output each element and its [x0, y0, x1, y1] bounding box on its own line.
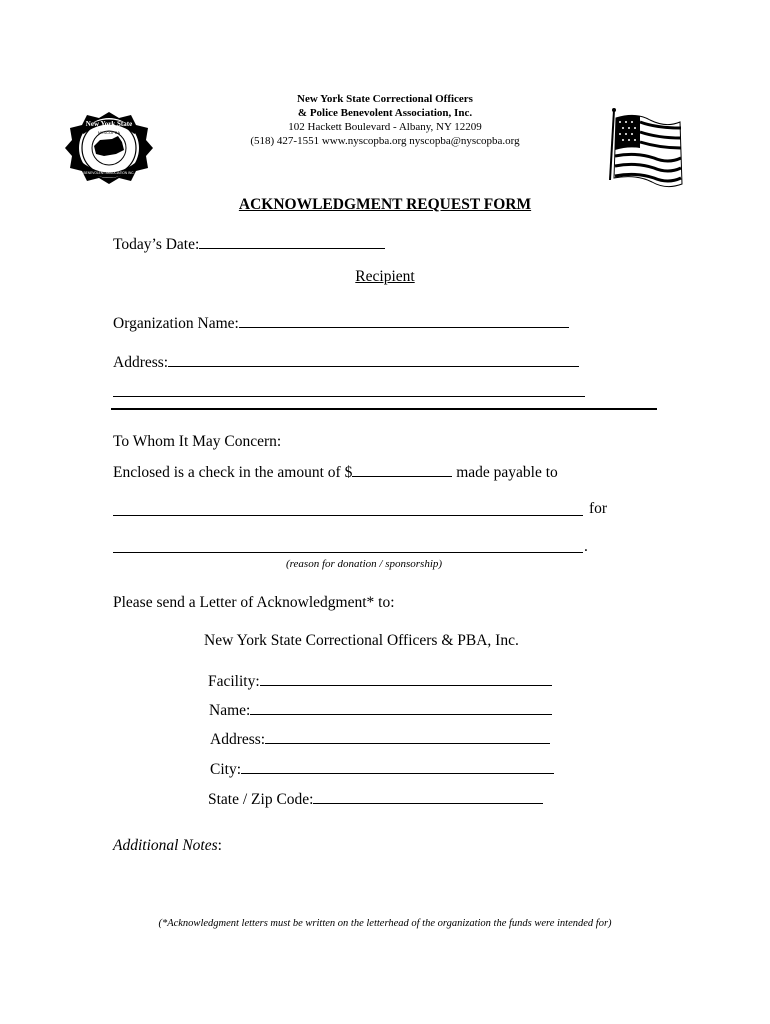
- notes-label: Additional Notes: [113, 837, 218, 854]
- city-row: [210, 759, 554, 779]
- enclosed-suffix: made payable to: [456, 464, 558, 481]
- enclosed-prefix: Enclosed is a check in the amount of $: [113, 464, 353, 481]
- seal-text-top: New York State: [85, 120, 133, 128]
- todays-date-row: [113, 234, 385, 254]
- address-line-2-field[interactable]: [113, 396, 585, 397]
- notes-area[interactable]: [113, 860, 658, 910]
- address-row: [113, 352, 579, 372]
- address2-label: Address:: [210, 731, 266, 748]
- org-name-field[interactable]: [239, 313, 569, 328]
- address-label: Address:: [113, 354, 169, 371]
- name-label: Name:: [209, 702, 251, 719]
- seal-text-mid: NYSCOPBA: [97, 130, 121, 135]
- for-label: for: [589, 500, 608, 517]
- send-request: Please send a Letter of Acknowledgment* to:: [113, 594, 395, 611]
- payee-field[interactable]: [113, 515, 583, 516]
- name-field[interactable]: [250, 700, 552, 715]
- form-title: ACKNOWLEDGMENT REQUEST FORM: [238, 196, 532, 213]
- facility-row: [208, 671, 552, 691]
- reason-note: (reason for donation / sponsorship): [286, 558, 443, 570]
- state-zip-row: [208, 789, 543, 809]
- org-contact: (518) 427-1551 www.nyscopba.org nyscopba@nyscopba.org: [250, 135, 520, 147]
- city-field[interactable]: [241, 759, 554, 774]
- name-row: [209, 700, 552, 720]
- todays-date-label: Today’s Date:: [113, 236, 200, 253]
- todays-date-field[interactable]: [199, 234, 385, 249]
- org-name-line1: New York State Correctional Officers: [297, 93, 473, 105]
- notes-row: [113, 837, 222, 855]
- reason-field[interactable]: [113, 552, 583, 553]
- state-zip-field[interactable]: [313, 789, 543, 804]
- address2-row: [210, 729, 550, 749]
- facility-label: Facility:: [208, 673, 260, 690]
- send-to-org: New York State Correctional Officers & PBA, Inc.: [204, 632, 519, 649]
- enclosed-row: [113, 462, 558, 482]
- reason-period: .: [584, 538, 588, 555]
- city-label: City:: [210, 761, 242, 778]
- state-zip-label: State / Zip Code:: [208, 791, 314, 808]
- check-amount-field[interactable]: [352, 462, 452, 477]
- footnote: (*Acknowledgment letters must be written on the letterhead of the organization the funds were intended for): [158, 918, 612, 929]
- address-field[interactable]: [168, 352, 579, 367]
- org-name-label: Organization Name:: [113, 315, 239, 332]
- facility-field[interactable]: [260, 671, 552, 686]
- salutation: To Whom It May Concern:: [113, 433, 282, 450]
- notes-colon: :: [217, 837, 222, 854]
- address2-field[interactable]: [265, 729, 550, 744]
- org-name-line2: & Police Benevolent Association, Inc.: [297, 107, 473, 119]
- org-name-row: [113, 313, 569, 333]
- org-address: 102 Hackett Boulevard - Albany, NY 12209: [288, 121, 482, 133]
- seal-text-bottom: BENEVOLENT ASSOCIATION INC.: [83, 171, 135, 175]
- section-divider: [111, 408, 657, 410]
- recipient-heading: Recipient: [355, 268, 415, 285]
